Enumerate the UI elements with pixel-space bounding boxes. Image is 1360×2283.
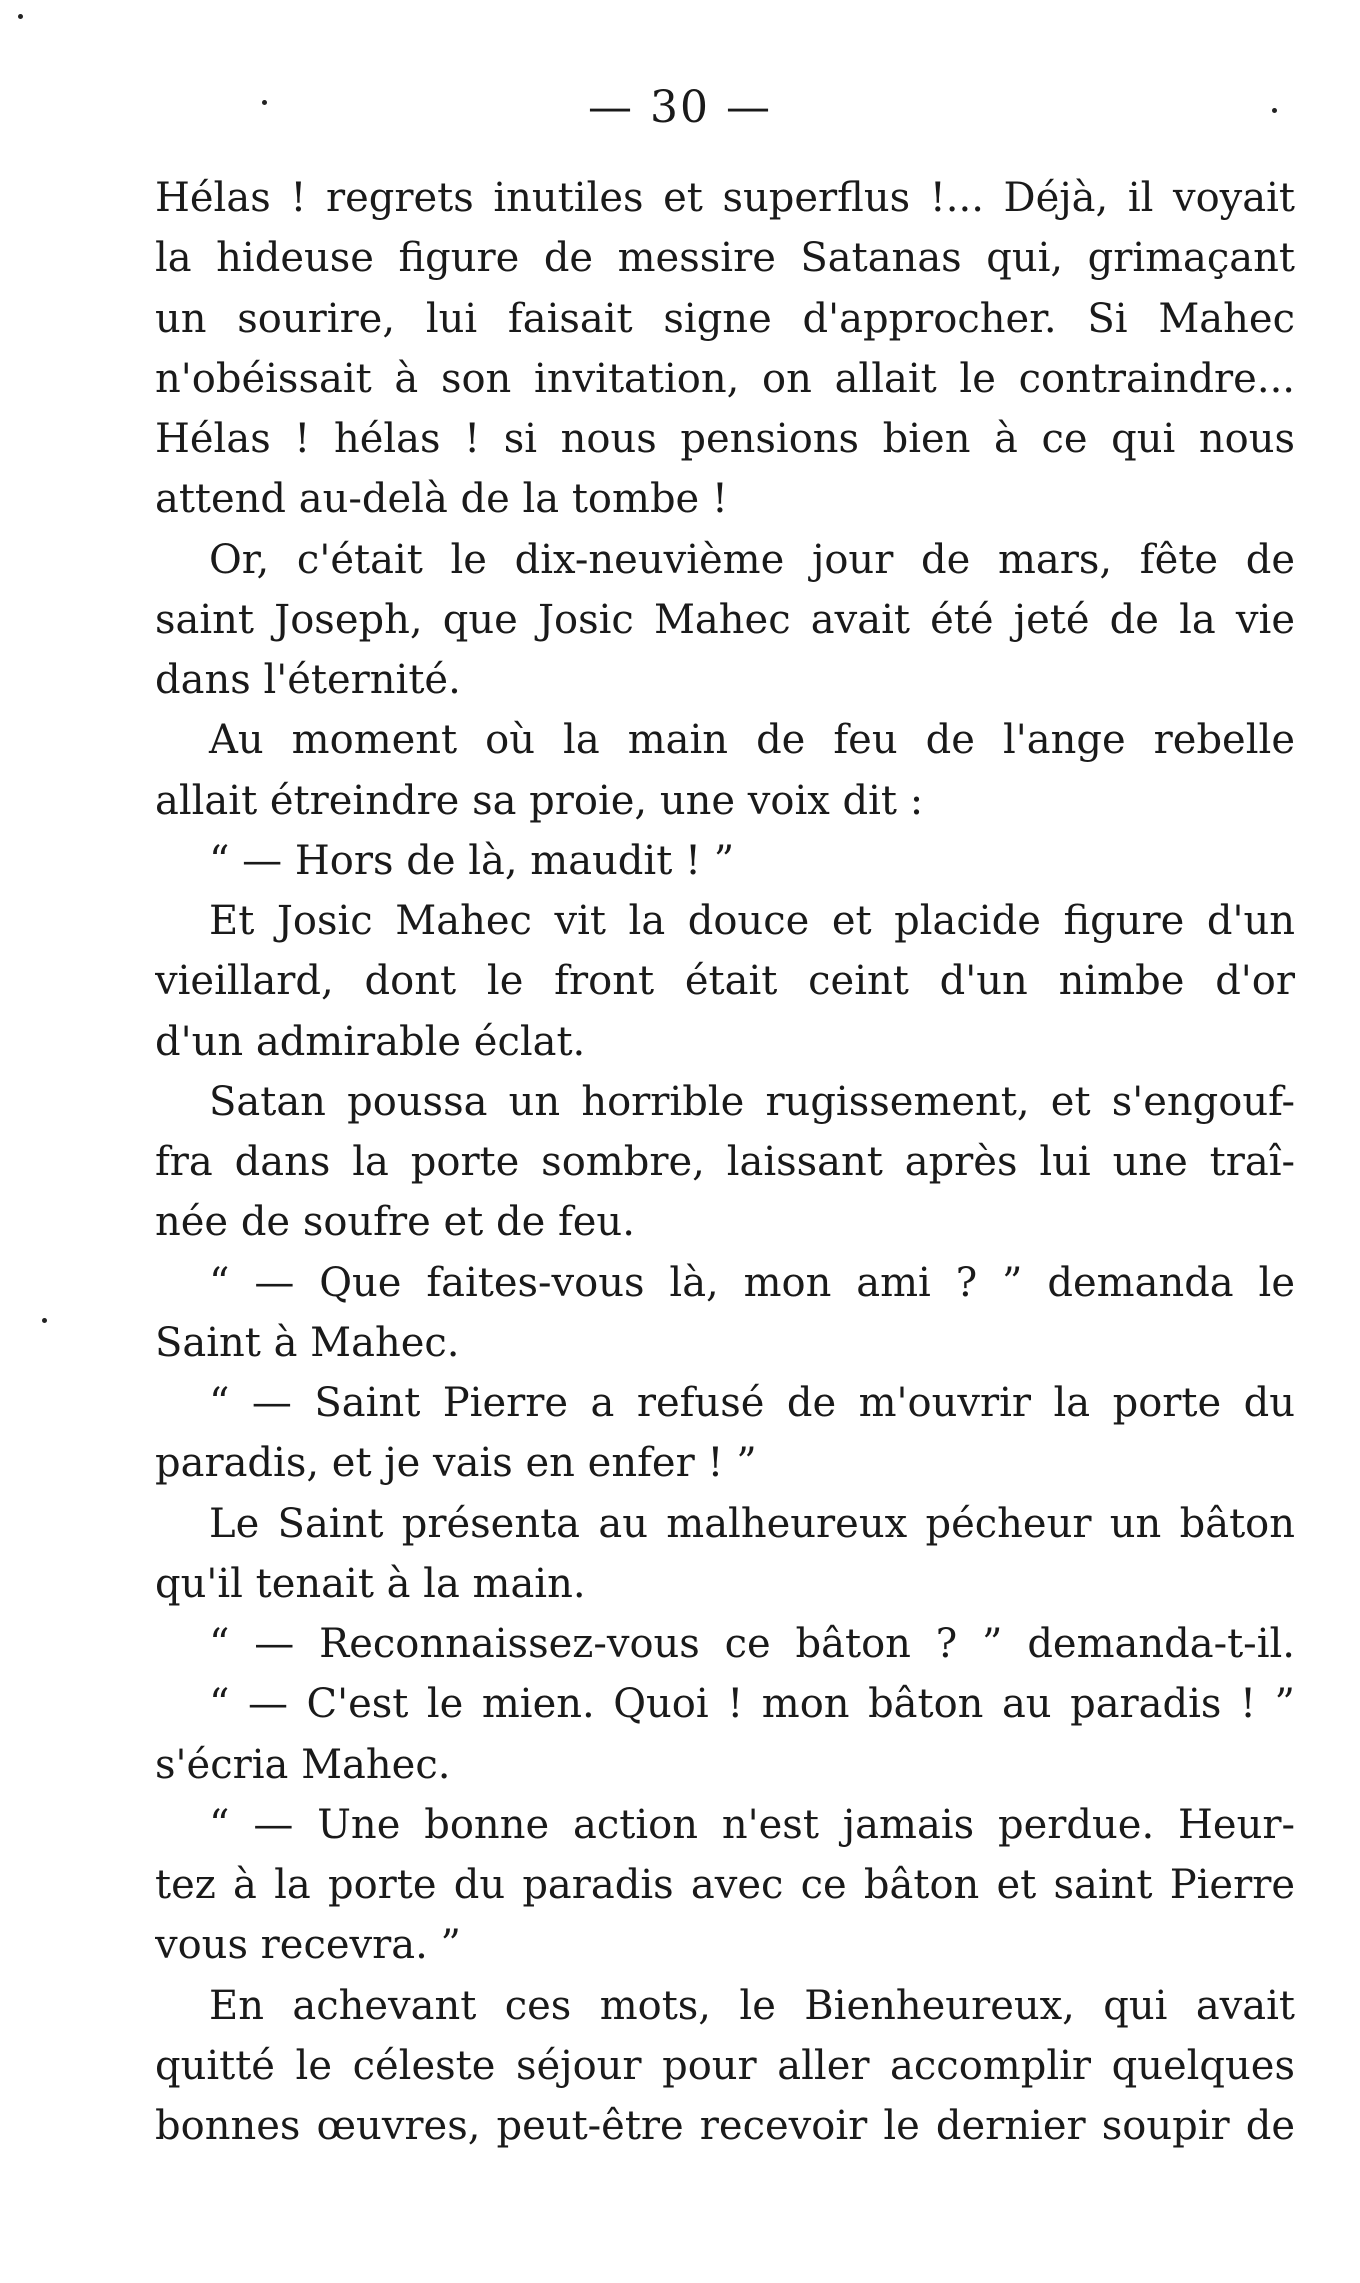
text-line: n'obéissait à son invitation, on allait le contraindre... [155,355,1295,402]
text-line: “ — Hors de là, maudit ! ” [209,837,735,884]
text-line: Hélas ! regrets inutiles et superflus !... Déjà, il voyait [155,175,1295,221]
text-line: Satan poussa un horrible rugissement, et s'engouf- [209,1078,1295,1125]
text-line: qu'il tenait à la main. [155,1560,586,1607]
text-line: attend au-delà de la tombe ! [155,476,729,523]
text-line: s'écria Mahec. [155,1741,451,1788]
text-line: un sourire, lui faisait signe d'approcher. Si Mahec [155,295,1295,342]
text-line: bonnes œuvres, peut-être recevoir le dernier soupir de [155,2103,1295,2149]
text-line: tez à la porte du paradis avec ce bâton et saint Pierre [155,1862,1295,1908]
text-line: quitté le céleste séjour pour aller accomplir quelques [155,2042,1295,2089]
text-line: vieillard, dont le front était ceint d'un nimbe d'or [155,958,1295,1005]
text-line: “ — C'est le mien. Quoi ! mon bâton au paradis ! ” [209,1681,1295,1728]
page-number: — 30 — [588,82,772,133]
text-line: Saint à Mahec. [155,1319,460,1366]
ink-speck [18,14,23,19]
text-line: Hélas ! hélas ! si nous pensions bien à ce qui nous [155,416,1295,462]
ink-speck [42,1318,47,1323]
text-line: Et Josic Mahec vit la douce et placide figure d'un [209,898,1295,944]
text-line: “ — Que faites-vous là, mon ami ? ” demanda le [209,1259,1295,1306]
text-line: d'un admirable éclat. [155,1018,586,1065]
text-line: allait étreindre sa proie, une voix dit : [155,777,924,824]
text-line: Le Saint présenta au malheureux pécheur un bâton [209,1500,1295,1547]
text-line: “ — Reconnaissez-vous ce bâton ? ” demanda-t-il. [209,1621,1295,1667]
text-line: née de soufre et de feu. [155,1199,635,1246]
text-line: saint Joseph, que Josic Mahec avait été jeté de la vie [155,596,1295,643]
text-line: “ — Une bonne action n'est jamais perdue. Heur- [209,1801,1295,1848]
text-line: dans l'éternité. [155,657,461,703]
text-line: vous recevra. ” [155,1922,461,1969]
body-text [155,168,1295,2156]
text-line: la hideuse figure de messire Satanas qui, grimaçant [155,235,1295,282]
text-line: “ — Saint Pierre a refusé de m'ouvrir la porte du [209,1380,1295,1426]
text-line: fra dans la porte sombre, laissant après lui une traî- [155,1139,1295,1185]
text-line: Au moment où la main de feu de l'ange rebelle [209,717,1295,764]
text-line: Or, c'était le dix-neuvième jour de mars, fête de [209,536,1295,583]
text-line: En achevant ces mots, le Bienheureux, qui avait [209,1982,1295,2029]
text-line: paradis, et je vais en enfer ! ” [155,1440,757,1487]
